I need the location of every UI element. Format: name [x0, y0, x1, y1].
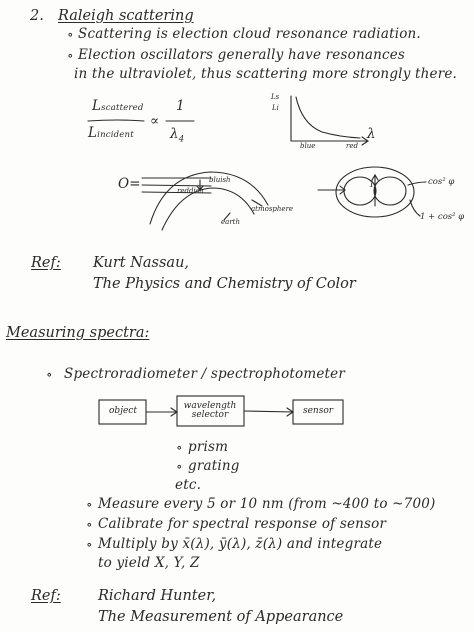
- formula-fraction-line: [88, 120, 144, 121]
- ref-book: The Physics and Chemistry of Color: [93, 276, 356, 292]
- graph-ylabel-top: Ls: [271, 93, 280, 101]
- flow-box-sensor: [293, 400, 343, 424]
- one-plus-cos-squared-label: 1 + cos² φ: [420, 212, 465, 222]
- graph-xlabel: λ: [367, 126, 376, 142]
- step-item: Multiply by x̄(λ), ȳ(λ), z̄(λ) and integrate: [98, 536, 383, 552]
- flow-sensor-label: sensor: [302, 406, 334, 417]
- flow-selector-label: wavelength selector: [183, 400, 237, 420]
- graph-ylabel-bottom: Li: [272, 104, 279, 112]
- sun-label: O=: [118, 176, 141, 192]
- formula-one: 1: [176, 98, 185, 114]
- flow-box-object: [99, 400, 146, 424]
- flow-box-selector: [177, 396, 244, 426]
- bullet-dot: ∘: [86, 497, 93, 513]
- proportional-symbol: ∝: [150, 113, 160, 129]
- bullet-text-continued: in the ultraviolet, thus scattering more strongly there.: [74, 66, 458, 82]
- bullet-dot: ∘: [86, 517, 93, 533]
- earth-arc: [162, 188, 254, 230]
- bullet-text: Election oscillators generally have resonances: [78, 47, 406, 63]
- ref-author: Richard Hunter,: [98, 588, 217, 604]
- ref-label: Ref:: [31, 588, 61, 604]
- method-item: grating: [188, 458, 240, 474]
- atmosphere-pointer: [252, 200, 262, 206]
- formula-lambda: $\lambda_4$: [170, 126, 185, 145]
- bullet-dot: ∘: [176, 459, 183, 475]
- flow-object-label: object: [109, 406, 137, 417]
- bullet-dot: ∘: [46, 367, 53, 383]
- bullet-text: Spectroradiometer / spectrophotometer: [64, 366, 346, 382]
- earth-label: earth: [221, 218, 240, 226]
- reddish-label: reddish: [177, 187, 204, 195]
- bullet-dot: ∘: [67, 48, 74, 64]
- ref-label: Ref:: [31, 255, 61, 271]
- earth-pointer: [224, 213, 230, 220]
- atmosphere-arc: [150, 172, 268, 224]
- flow-arrow: [244, 411, 293, 412]
- graph-tick-red: red: [346, 142, 358, 150]
- dipole-center-label: 1: [369, 180, 375, 190]
- sun-ray: [142, 192, 211, 193]
- section-title: Measuring spectra:: [6, 325, 150, 341]
- graph-decay-curve: [296, 97, 360, 138]
- atmosphere-label: atmosphere: [251, 205, 294, 213]
- sum-label-pointer: [410, 200, 420, 216]
- bluish-label: bluish: [209, 176, 231, 184]
- section-number: 2.: [30, 8, 44, 24]
- ref-book: The Measurement of Appearance: [98, 609, 344, 625]
- graph-tick-blue: blue: [300, 142, 316, 150]
- bullet-dot: ∘: [67, 27, 74, 43]
- method-item: prism: [188, 439, 229, 455]
- cos-squared-label: cos² φ: [428, 177, 455, 187]
- step-item: Calibrate for spectral response of sensor: [98, 516, 387, 532]
- step-item: Measure every 5 or 10 nm (from ~400 to ~700): [98, 496, 436, 512]
- formula-denominator: Lincident: [88, 125, 134, 141]
- bullet-dot: ∘: [86, 537, 93, 553]
- cos-lobe-right: [374, 177, 406, 205]
- section-title: Raleigh scattering: [58, 8, 194, 24]
- cos-lobe-left: [344, 177, 376, 205]
- method-item: etc.: [175, 477, 202, 493]
- sun-ray: [142, 185, 211, 186]
- bullet-text: Scattering is election cloud resonance radiation.: [78, 26, 421, 42]
- ref-author: Kurt Nassau,: [93, 255, 190, 271]
- formula-numerator: Lscattered: [92, 98, 144, 114]
- step-item-continued: to yield X, Y, Z: [98, 555, 200, 571]
- bullet-dot: ∘: [176, 440, 183, 456]
